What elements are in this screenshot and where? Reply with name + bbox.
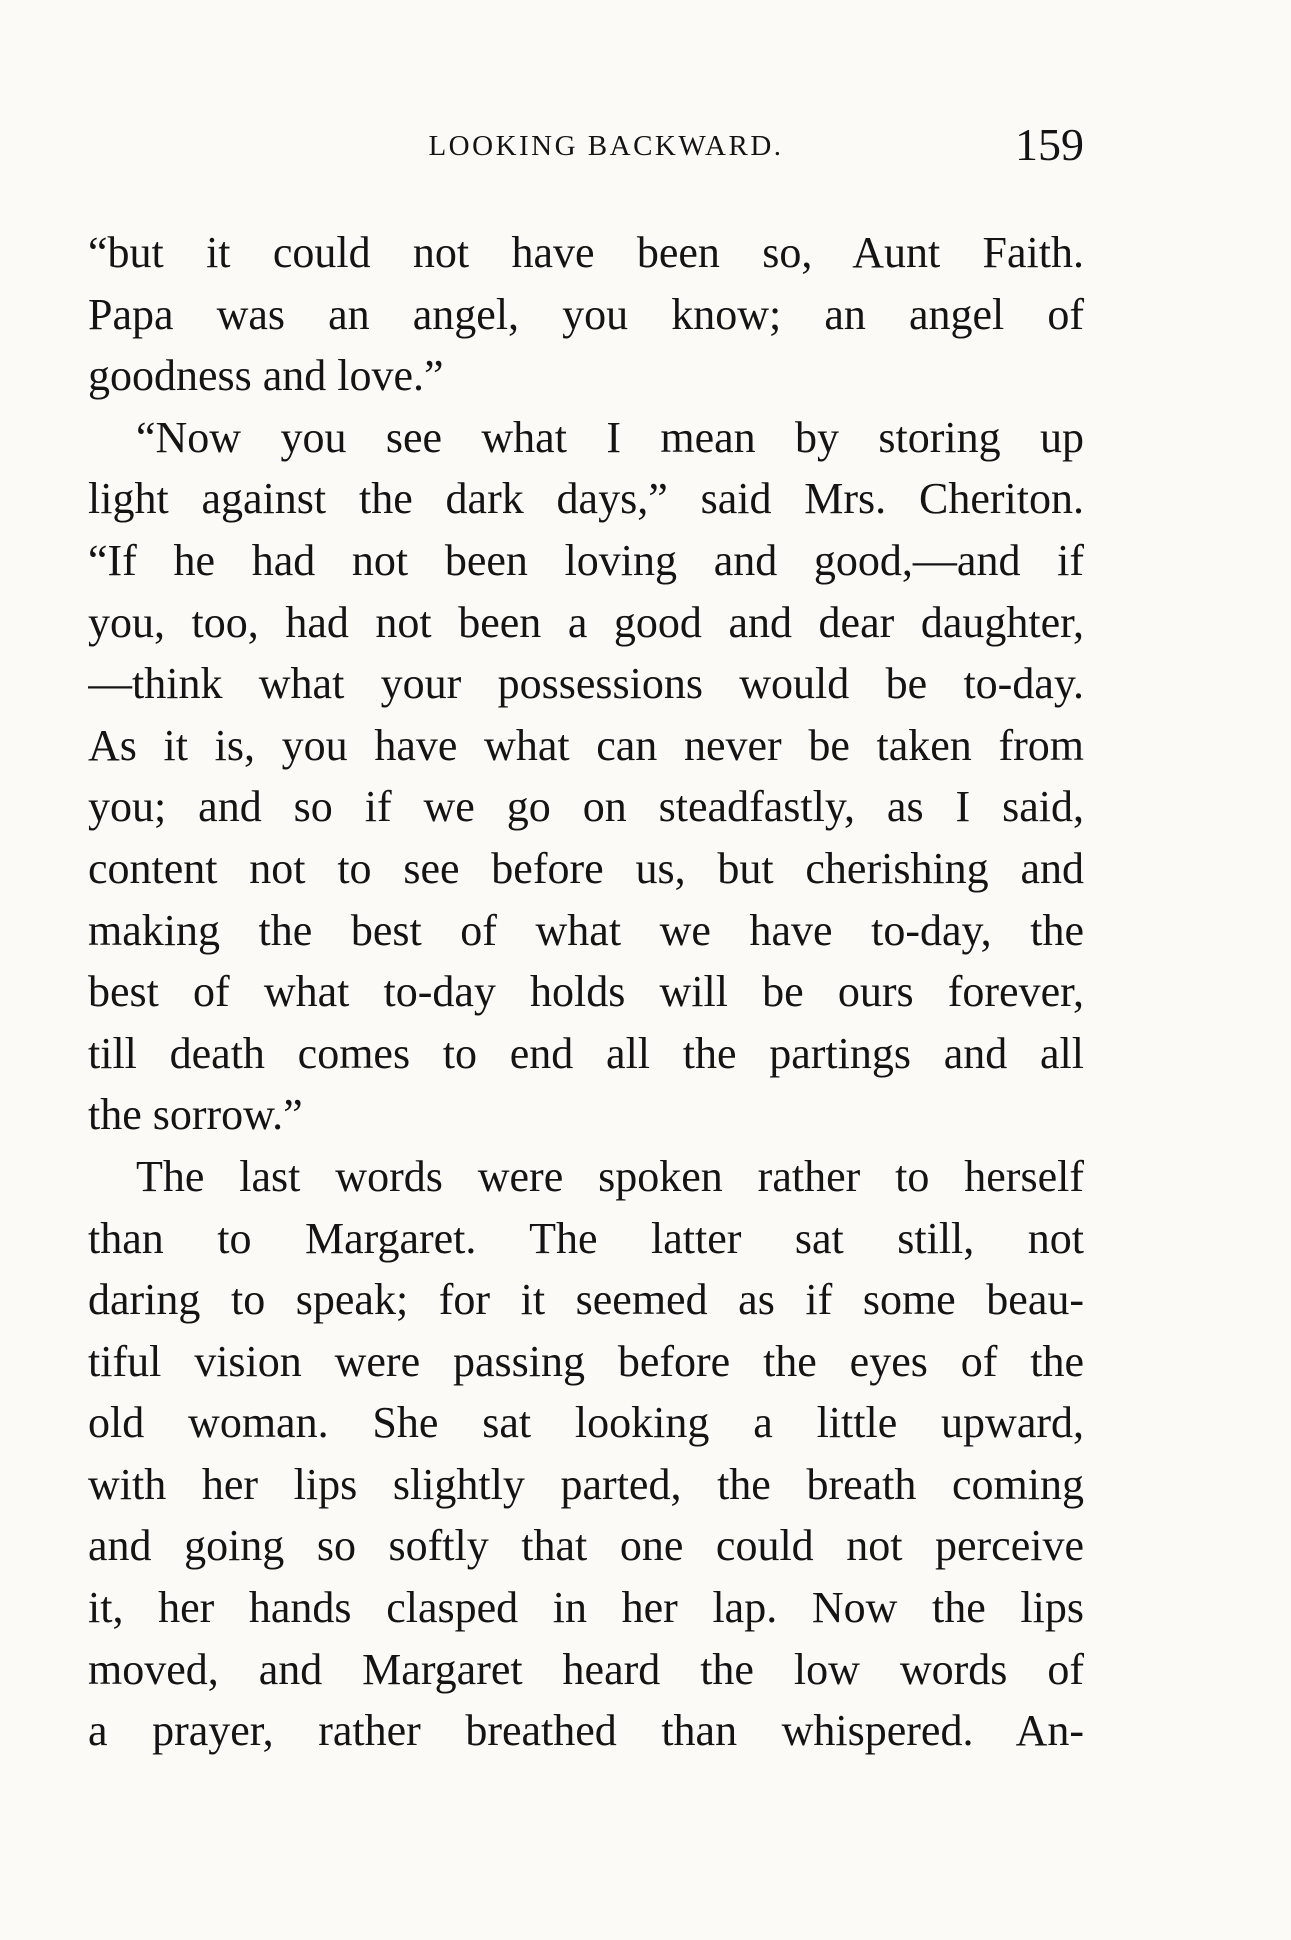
text-line: you, too, had not been a good and dear daughter, xyxy=(88,597,1084,647)
text-line: making the best of what we have to-day, the xyxy=(88,905,1084,955)
text-line: “If he had not been loving and good,—and if xyxy=(88,535,1084,585)
text-line: As it is, you have what can never be taken from xyxy=(88,720,1084,770)
text-line: —think what your possessions would be to-day. xyxy=(88,659,1084,709)
text-line: with her lips slightly parted, the breath coming xyxy=(88,1459,1084,1509)
text-line: the sorrow.” xyxy=(88,1090,303,1140)
body-text xyxy=(88,222,1084,1762)
text-line: light against the dark days,” said Mrs. Cheriton. xyxy=(88,474,1084,524)
text-line: moved, and Margaret heard the low words of xyxy=(88,1644,1084,1694)
text-line: you; and so if we go on steadfastly, as I said, xyxy=(88,782,1084,832)
text-line: “Now you see what I mean by storing up xyxy=(136,412,1084,462)
text-line: Papa was an angel, you know; an angel of xyxy=(88,289,1084,339)
text-line: best of what to-day holds will be ours forever, xyxy=(88,967,1084,1017)
text-line: than to Margaret. The latter sat still, not xyxy=(88,1213,1084,1263)
text-line: “but it could not have been so, Aunt Faith. xyxy=(88,228,1084,277)
text-line: and going so softly that one could not perceive xyxy=(88,1521,1084,1571)
text-line: a prayer, rather breathed than whispered. An- xyxy=(88,1706,1084,1756)
page-header xyxy=(88,118,1084,178)
text-line: content not to see before us, but cherishing and xyxy=(88,843,1084,893)
text-line: goodness and love.” xyxy=(88,351,444,401)
text-line: it, her hands clasped in her lap. Now the lips xyxy=(88,1583,1084,1633)
text-line: till death comes to end all the partings and all xyxy=(88,1028,1084,1078)
page-number: 159 xyxy=(1015,119,1084,170)
text-line: daring to speak; for it seemed as if some beau- xyxy=(88,1275,1084,1325)
text-line: tiful vision were passing before the eyes of the xyxy=(88,1336,1084,1386)
running-head: LOOKING BACKWARD. xyxy=(428,130,784,162)
text-line: The last words were spoken rather to herself xyxy=(136,1151,1084,1201)
text-line: old woman. She sat looking a little upward, xyxy=(88,1398,1084,1448)
